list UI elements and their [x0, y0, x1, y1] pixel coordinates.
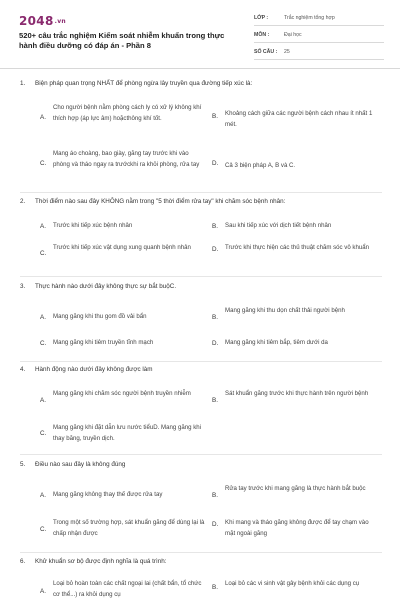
question-text: 4. Hành động nào dưới đây không được làm [20, 366, 153, 373]
divider [20, 552, 382, 553]
question-text: 2. Thời điểm nào sau đây KHÔNG nằm trong "5 thời điểm rửa tay" khi chăm sóc bệnh nhân: [20, 198, 286, 205]
answer-option-a[interactable]: A. Trước khi tiếp xúc bệnh nhân [40, 222, 133, 230]
answer-option-b[interactable]: B. Sau khi tiếp xúc với dịch tiết bệnh nhân [212, 222, 332, 230]
answer-option-b[interactable]: B. Mang găng khi thu dọn chất thải người bệnh [212, 307, 345, 321]
meta-label: MÔN : [254, 32, 270, 38]
document-header [0, 0, 400, 69]
question-text: 1. Biện pháp quan trọng NHẤT để phòng ngừa lây truyền qua đường tiếp xúc là: [20, 80, 253, 87]
document-title: 520+ câu trắc nghiệm Kiểm soát nhiễm khuẩn trong thực hành điều dưỡng có đáp án - Phần 8 [19, 31, 225, 50]
meta-row-subject [254, 28, 384, 43]
answer-option-d[interactable]: D. Trước khi thực hiện các thủ thuật chăm sóc vô khuẩn [212, 244, 370, 253]
answer-option-c[interactable]: C. Mang găng khi tiêm truyền tĩnh mạch [40, 339, 154, 347]
answer-option-c[interactable]: C. Trong một số trường hợp, sát khuẩn găng để dùng lại là chấp nhận được [40, 519, 205, 537]
meta-value: 25 [284, 49, 290, 55]
answer-option-d[interactable]: D. Khi mang và tháo găng không được để tay chạm vào mặt ngoài găng [212, 519, 369, 537]
question-text: 6. Khử khuẩn sơ bộ được định nghĩa là quá trình: [20, 558, 167, 565]
site-logo[interactable]: 2048.vn [19, 14, 66, 28]
answer-option-a[interactable]: A. Mang găng không thay thế được rửa tay [40, 491, 163, 499]
question-1 [20, 80, 382, 190]
answer-option-a[interactable]: A. Cho người bệnh nằm phòng cách ly có xử lý không khí thích hợp (áp lực âm) hoặcthông khí tốt. [40, 104, 202, 122]
answer-option-b[interactable]: B. Loại bỏ các vi sinh vật gây bệnh khỏi các dụng cụ [212, 580, 360, 591]
answer-option-a[interactable]: A. Loại bỏ hoàn toàn các chất ngoại lai (chất bẩn, tổ chức cơ thể...) ra khỏi dụng cụ [40, 580, 202, 598]
meta-label: LỚP : [254, 15, 269, 21]
answer-option-c[interactable]: C. Trước khi tiếp xúc vật dụng xung quanh bệnh nhân [40, 244, 191, 257]
question-4 [20, 366, 382, 454]
meta-value: Trắc nghiệm tổng hợp [284, 15, 335, 21]
meta-label: SỐ CÂU : [254, 49, 278, 55]
divider [20, 454, 382, 455]
question-5 [20, 461, 382, 551]
question-3 [20, 283, 382, 359]
answer-option-a[interactable]: A. Mang găng khi thu gom đồ vải bẩn [40, 313, 147, 321]
question-2 [20, 198, 382, 274]
answer-option-d[interactable]: D. Cả 3 biện pháp A, B và C. [212, 160, 296, 169]
answer-option-b[interactable]: B. Rửa tay trước khi mang găng là thực hành bắt buộc [212, 485, 366, 499]
meta-value: Đại học [284, 32, 302, 38]
divider [20, 276, 382, 277]
answer-option-c[interactable]: C. Mang găng khi đặt dẫn lưu nước tiểuD. Mang găng khi thay băng, truyền dịch. [40, 424, 201, 442]
divider [20, 361, 382, 362]
question-6 [20, 558, 382, 600]
answer-option-c[interactable]: C. Mang áo choàng, bao giày, găng tay trước khi vào phòng và tháo ngay ra trướckhi ra khỏi phòng, rửa tay [40, 150, 200, 168]
answer-option-b[interactable]: B. Sát khuẩn găng trước khi thực hành trên người bệnh [212, 390, 369, 404]
meta-row-count [254, 45, 384, 60]
answer-option-a[interactable]: A. Mang găng khi chăm sóc người bệnh truyền nhiễm [40, 390, 191, 404]
answer-option-d[interactable]: D. Mang găng khi tiêm bắp, tiêm dưới da [212, 339, 328, 347]
meta-row-class [254, 11, 384, 26]
divider [20, 192, 382, 193]
question-text: 3. Thực hành nào dưới đây không thực sự bắt buộC. [20, 283, 177, 290]
question-text: 5. Điều nào sau đây là không đúng [20, 461, 126, 468]
answer-option-b[interactable]: B. Khoảng cách giữa các người bệnh cách nhau ít nhất 1 mét. [212, 110, 373, 128]
